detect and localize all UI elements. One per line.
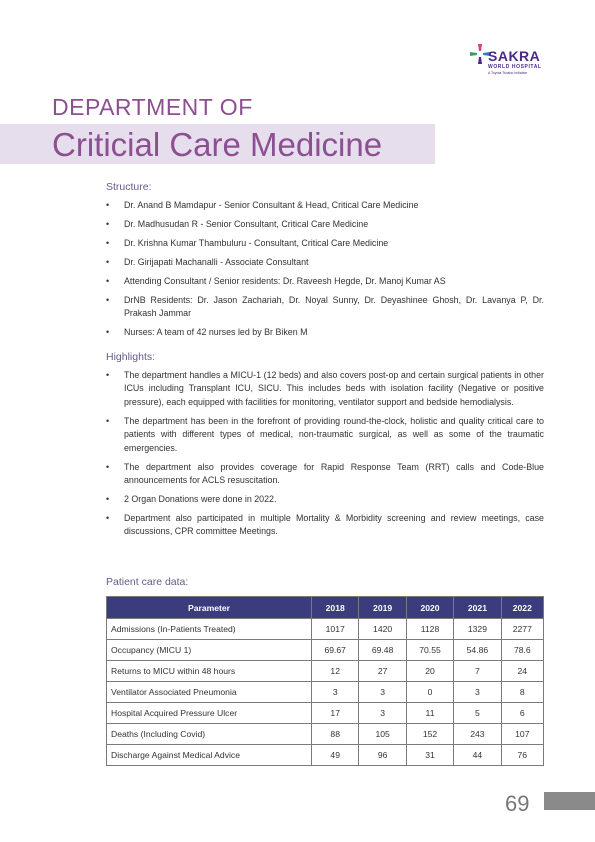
list-item: • Department also participated in multiple Mortality & Morbidity screening and review meetings, case discussions, CPR committee Meetings. — [106, 513, 544, 537]
column-header: 2021 — [454, 597, 501, 619]
table-cell: 107 — [501, 724, 543, 745]
table-cell: 2277 — [501, 619, 543, 640]
table-row — [107, 724, 544, 745]
table-row — [107, 640, 544, 661]
structure-heading: Structure: — [106, 181, 152, 193]
bullet-icon: • — [106, 295, 110, 305]
column-header: 2018 — [312, 597, 359, 619]
table-row — [107, 661, 544, 682]
list-item: • Dr. Madhusudan R - Senior Consultant, Critical Care Medicine — [106, 218, 544, 231]
bullet-icon: • — [106, 370, 110, 380]
highlights-heading: Highlights: — [106, 351, 156, 363]
table-cell: 69.67 — [312, 640, 359, 661]
table-cell: 5 — [454, 703, 501, 724]
table-cell: 3 — [359, 703, 406, 724]
list-item: • 2 Organ Donations were done in 2022. — [106, 493, 544, 506]
table-cell: 20 — [406, 661, 453, 682]
table-cell: 3 — [312, 682, 359, 703]
table-cell: 3 — [454, 682, 501, 703]
list-item: • DrNB Residents: Dr. Jason Zachariah, Dr. Noyal Sunny, Dr. Deyashinee Ghosh, Dr. Lavanya P, Dr. Prakash Jammar — [106, 295, 544, 319]
column-header: 2019 — [359, 597, 406, 619]
table-cell: 6 — [501, 703, 543, 724]
bullet-icon: • — [106, 415, 110, 426]
list-item: • The department has been in the forefront of providing round-the-clock, holistic and quality critical care to patients with different types of medical, non-traumatic surgical, as well as some of the traumatic emergencies. — [106, 415, 544, 453]
page-pretitle: DEPARTMENT OF — [52, 94, 253, 120]
bullet-icon: • — [106, 513, 110, 524]
table-cell: Ventilator Associated Pneumonia — [107, 682, 312, 703]
bullet-icon: • — [106, 219, 110, 229]
list-item: • The department handles a MICU-1 (12 beds) and also covers post-op and certain surgical patients in other ICUs including Transplant ICU, SICU. This includes beds with isolation facility (Negative or positive pressure), each equipped with facilities for monitoring, ventilator support and bedside hemodialysis. — [106, 370, 544, 407]
bullet-icon: • — [106, 257, 110, 267]
table-header-row — [107, 597, 544, 619]
page-title: Criticial Care Medicine — [52, 126, 383, 163]
table-cell: 17 — [312, 703, 359, 724]
table-cell: Occupancy (MICU 1) — [107, 640, 312, 661]
table-cell: 1017 — [312, 619, 359, 640]
table-cell: 31 — [406, 745, 453, 766]
list-item: • Nurses: A team of 42 nurses led by Br Biken M — [106, 326, 544, 339]
page-number-bar — [544, 792, 595, 810]
list-item: • Attending Consultant / Senior residents: Dr. Raveesh Hegde, Dr. Manoj Kumar AS — [106, 275, 544, 288]
table-row — [107, 619, 544, 640]
table-cell: 49 — [312, 745, 359, 766]
table-cell: 0 — [406, 682, 453, 703]
logo-name: SAKRA — [488, 48, 541, 64]
logo-tagline: A Toyota Tsusho Initiative — [488, 71, 528, 75]
table-cell: 54.86 — [454, 640, 501, 661]
table-cell: 3 — [359, 682, 406, 703]
table-cell: 11 — [406, 703, 453, 724]
table-cell: 27 — [359, 661, 406, 682]
table-cell: 105 — [359, 724, 406, 745]
table-cell: 1329 — [454, 619, 501, 640]
bullet-icon: • — [106, 276, 110, 286]
table-cell: Discharge Against Medical Advice — [107, 745, 312, 766]
logo-subtitle: WORLD HOSPITAL — [488, 64, 542, 70]
table-cell: Admissions (In-Patients Treated) — [107, 619, 312, 640]
bullet-icon: • — [106, 461, 110, 472]
table-cell: 24 — [501, 661, 543, 682]
bullet-icon: • — [106, 200, 110, 210]
table-cell: 12 — [312, 661, 359, 682]
sakra-logo — [468, 40, 568, 80]
bullet-icon: • — [106, 494, 110, 505]
table-cell: Returns to MICU within 48 hours — [107, 661, 312, 682]
table-cell: Deaths (Including Covid) — [107, 724, 312, 745]
list-item: • Dr. Krishna Kumar Thambuluru - Consultant, Critical Care Medicine — [106, 237, 544, 250]
list-item: • The department also provides coverage for Rapid Response Team (RRT) calls and Code-Blue announcements for ACLS resuscitation. — [106, 461, 544, 486]
table-cell: 243 — [454, 724, 501, 745]
table-cell: Hospital Acquired Pressure Ulcer — [107, 703, 312, 724]
bullet-icon: • — [106, 327, 110, 338]
table-cell: 88 — [312, 724, 359, 745]
table-row — [107, 745, 544, 766]
page-number: 69 — [505, 791, 530, 816]
table-row — [107, 682, 544, 703]
patient-care-heading: Patient care data: — [106, 576, 189, 588]
table-cell: 152 — [406, 724, 453, 745]
column-header: Parameter — [107, 597, 312, 619]
highlights-list — [106, 369, 544, 544]
table-cell: 69.48 — [359, 640, 406, 661]
table-cell: 7 — [454, 661, 501, 682]
list-item: • Dr. Anand B Mamdapur - Senior Consultant & Head, Critical Care Medicine — [106, 199, 544, 212]
column-header: 2022 — [501, 597, 543, 619]
table-cell: 44 — [454, 745, 501, 766]
patient-care-table — [106, 596, 544, 766]
table-cell: 76 — [501, 745, 543, 766]
structure-list — [106, 199, 544, 345]
table-cell: 1128 — [406, 619, 453, 640]
table-row — [107, 703, 544, 724]
table-cell: 70.55 — [406, 640, 453, 661]
table-cell: 1420 — [359, 619, 406, 640]
table-cell: 8 — [501, 682, 543, 703]
bullet-icon: • — [106, 238, 110, 248]
table-cell: 96 — [359, 745, 406, 766]
column-header: 2020 — [406, 597, 453, 619]
table-cell: 78.6 — [501, 640, 543, 661]
list-item: • Dr. Girijapati Machanalli - Associate Consultant — [106, 256, 544, 269]
